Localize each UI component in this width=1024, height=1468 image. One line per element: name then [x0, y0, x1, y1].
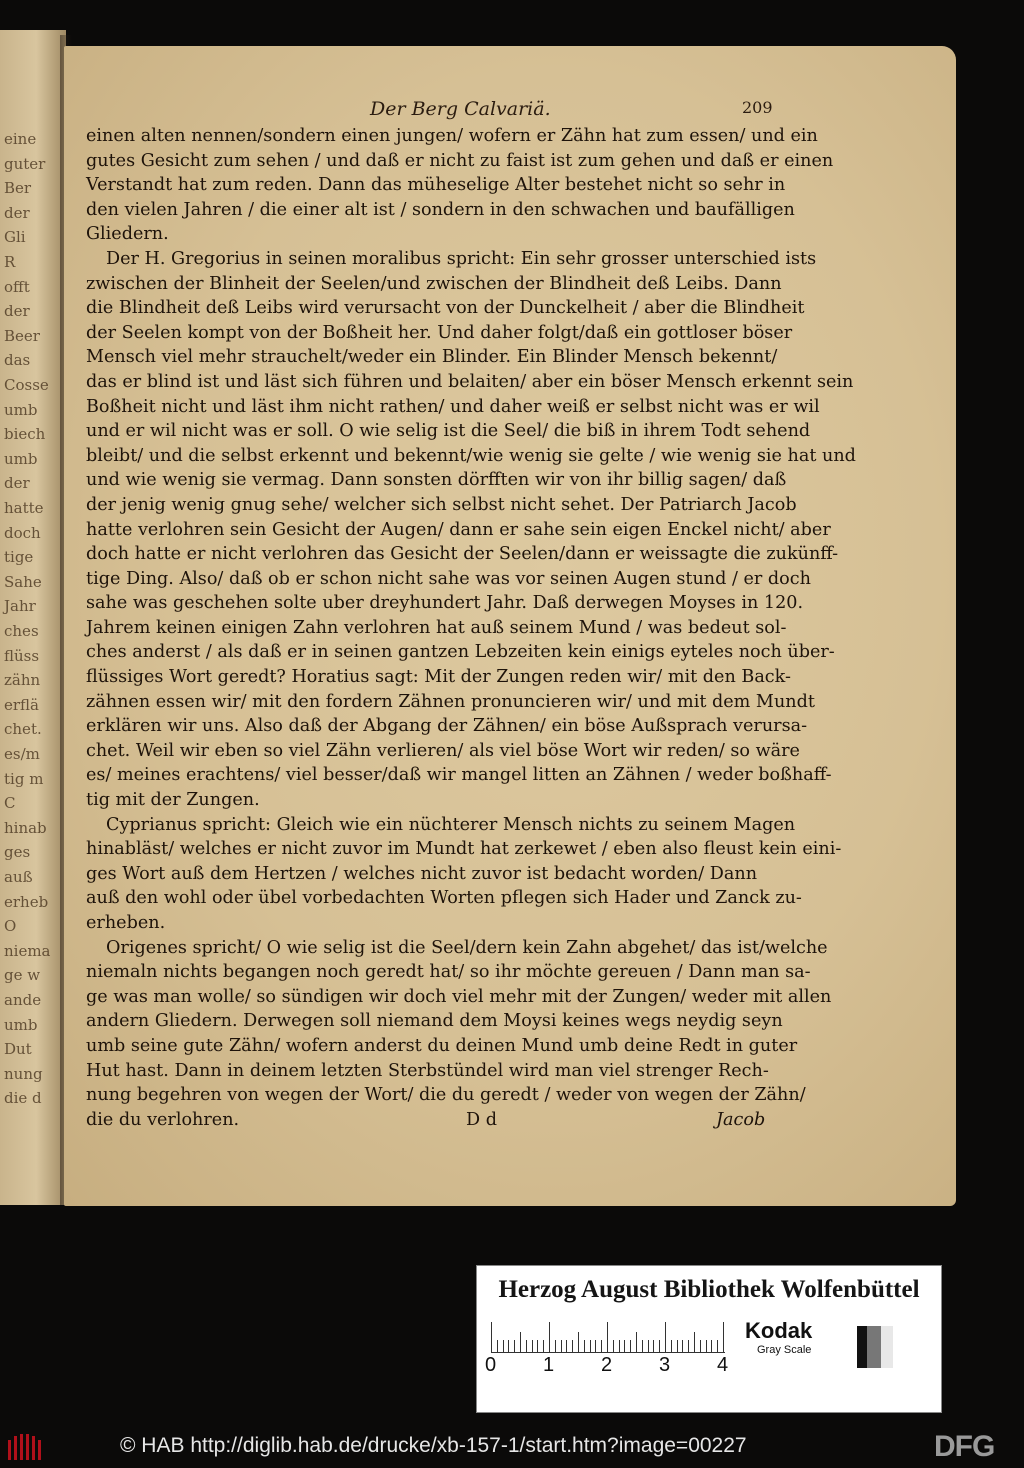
left-facing-page: [0, 30, 66, 1205]
left-page-fragment: Beer: [4, 326, 40, 345]
text-line: erklären wir uns. Also daß der Abgang der Zähnen/ ein böse Außsprach verursa-: [86, 716, 808, 737]
text-line: Hut hast. Dann in deinem letzten Sterbstündel wird man viel strenger Rech-: [86, 1060, 769, 1081]
text-line: den vielen Jahren / die einer alt ist / sondern in den schwachen und baufälligen: [86, 199, 795, 220]
text-line: hinabläst/ welches er nicht zuvor im Mundt hat zerkewet / eben also fleust kein eini-: [86, 839, 842, 860]
left-page-fragment: O: [4, 917, 17, 936]
left-page-fragment: ande: [4, 991, 42, 1009]
text-line: hatte verlohren sein Gesicht der Augen/ dann er sahe sein eigen Enckel nicht/ aber: [86, 519, 831, 540]
text-line: Gliedern.: [86, 224, 169, 245]
left-page-fragment: doch: [4, 523, 41, 542]
left-page-fragment: tige: [4, 548, 34, 567]
left-page-fragment: umb: [4, 449, 38, 468]
ruler-tick: [543, 1340, 544, 1352]
left-page-fragment: hatte: [4, 499, 44, 517]
left-page-fragment: erflä: [4, 695, 39, 714]
left-page-fragment: niema: [4, 941, 51, 960]
ruler-tick: [595, 1340, 596, 1352]
left-page-fragment: R: [4, 253, 16, 271]
left-page-fragment: Ber: [4, 179, 32, 198]
ruler-tick: [717, 1340, 718, 1352]
text-line: tige Ding. Also/ daß ob er schon nicht sahe was vor seinen Augen stund / er doch: [86, 568, 811, 589]
text-line: erheben.: [86, 913, 166, 933]
text-line: Origenes spricht/ O wie selig ist die Seel/dern kein Zahn abgehet/ das ist/welche: [106, 937, 828, 958]
left-page-fragment: der: [4, 302, 30, 321]
text-line: nung begehren von wegen der Wort/ die du geredt / weder von wegen der Zähn/: [86, 1085, 806, 1106]
text-line: Mensch viel mehr strauchelt/weder ein Blinder. Ein Blinder Mensch bekennt/: [86, 347, 778, 368]
ruler-tick: [700, 1340, 701, 1352]
ruler-tick: [514, 1340, 515, 1352]
text-line: die Blindheit deß Leibs wird verursacht von der Dunckelheit / aber die Blindheit: [86, 298, 805, 319]
ruler-tick: [694, 1332, 695, 1352]
text-line: zähnen essen wir/ mit den fordern Zähnen pronuncieren wir/ und mit dem Mundt: [86, 691, 815, 712]
left-page-fragment: die d: [4, 1089, 42, 1108]
left-page-fragment: ge w: [4, 966, 41, 985]
left-page-fragment: guter: [4, 154, 46, 173]
ruler-tick: [561, 1340, 562, 1352]
page-number: 209: [742, 98, 773, 117]
left-page-fragment: es/m: [4, 745, 40, 763]
running-title: Der Berg Calvariä.: [370, 98, 551, 120]
ruler-tick: [497, 1340, 498, 1352]
ruler-tick: [520, 1332, 521, 1352]
text-line: ges Wort auß dem Hertzen / welches nicht zuvor ist bedacht worden/ Dann: [86, 863, 758, 884]
ruler-tick: [601, 1340, 602, 1352]
text-line: Verstandt hat zum reden. Dann das müheselige Alter bestehet nicht so sehr in: [86, 175, 786, 196]
ruler-number: 2: [601, 1354, 613, 1376]
left-page-fragment: Jahr: [4, 597, 36, 616]
left-page-fragment: ges: [4, 843, 31, 862]
ruler-tick: [549, 1322, 550, 1352]
text-line: Der H. Gregorius in seinen moralibus spricht: Ein sehr grosser unterschied ists: [106, 248, 817, 269]
ruler-tick: [503, 1340, 504, 1352]
ruler-tick: [648, 1340, 649, 1352]
ruler-tick: [642, 1340, 643, 1352]
ruler-tick: [537, 1340, 538, 1352]
dfg-logo-icon: DFG: [934, 1430, 995, 1463]
ruler-tick: [584, 1340, 585, 1352]
text-line: Cyprianus spricht: Gleich wie ein nüchterer Mensch nichts zu seinem Magen: [106, 814, 796, 835]
ruler-tick: [590, 1340, 591, 1352]
text-line: Jahrem keinen einigen Zahn verlohren hat auß seinem Mund / was bedeut sol-: [86, 617, 787, 638]
text-line: und er wil nicht was er soll. O wie selig ist die Seel/ die biß in ihrem Todt sehend: [86, 421, 811, 442]
ruler-tick: [526, 1340, 527, 1352]
text-line: einen alten nennen/sondern einen jungen/ wofern er Zähn hat zum essen/ und ein: [86, 126, 818, 146]
ruler-tick: [677, 1340, 678, 1352]
text-line: andern Gliedern. Derwegen soll niemand dem Moysi keines wegs neydig seyn: [86, 1011, 783, 1032]
left-page-fragment: chet.: [4, 720, 42, 739]
ruler-number: 4: [717, 1354, 729, 1376]
ruler-tick: [555, 1340, 556, 1352]
ruler-tick: [508, 1340, 509, 1352]
kodak-brand: Kodak: [745, 1318, 813, 1343]
ruler-tick: [491, 1322, 492, 1352]
ruler-tick: [682, 1340, 683, 1352]
left-page-fragment: erheb: [4, 892, 49, 911]
viewer-footer: [0, 1428, 1024, 1468]
text-line: der Seelen kompt von der Boßheit her. Und daher folgt/daß ein gottloser böser: [86, 322, 793, 343]
ruler-number: 1: [543, 1354, 555, 1376]
ruler-tick: [671, 1340, 672, 1352]
text-line: ge was man wolle/ so sündigen wir doch viel mehr mit der Zungen/ weder mit allen: [86, 986, 832, 1007]
left-page-fragment: nung: [4, 1064, 43, 1083]
ruler-tick: [706, 1340, 707, 1352]
ruler-tick: [566, 1340, 567, 1352]
ruler-tick: [624, 1340, 625, 1352]
ruler-tick: [688, 1340, 689, 1352]
left-page-fragment: flüss: [4, 646, 40, 665]
text-line: flüssiges Wort geredt? Horatius sagt: Mit der Zungen reden wir/ mit den Back-: [86, 667, 791, 688]
ruler-tick: [711, 1340, 712, 1352]
gray-scale-swatches: [847, 1326, 897, 1368]
text-line: gutes Gesicht zum sehen / und daß er nicht zu faist ist zum gehen und daß er einen: [86, 150, 834, 171]
ruler-tick: [572, 1340, 573, 1352]
ruler-tick: [532, 1340, 533, 1352]
left-page-fragment: der: [4, 474, 30, 493]
ruler-tick: [653, 1340, 654, 1352]
ruler-tick: [578, 1332, 579, 1352]
left-page-fragment: Dut: [4, 1040, 32, 1059]
text-line: chet. Weil wir eben so viel Zähn verlieren/ als viel böse Wort wir reden/ so wäre: [86, 740, 800, 761]
catchword: Jacob: [716, 1109, 766, 1130]
text-line: und wie wenig sie vermag. Dann sonsten dörfften wir von ihr billig sagen/ daß: [86, 470, 787, 491]
copyright-link[interactable]: © HAB http://diglib.hab.de/drucke/xb-157-1/start.htm?image=00227: [120, 1434, 747, 1457]
scale-ruler: [491, 1318, 725, 1353]
text-line: das er blind ist und läst sich führen und belaiten/ aber ein böser Mensch erkennt sein: [86, 371, 854, 392]
ruler-number: 0: [485, 1354, 497, 1376]
left-page-fragment: eine: [4, 130, 37, 148]
signature-mark: D d: [466, 1109, 497, 1130]
gray-scale-label: Gray Scale: [757, 1344, 812, 1356]
left-page-fragment: der: [4, 203, 30, 222]
left-page-fragment: tig m: [4, 769, 44, 788]
left-page-fragment: hinab: [4, 818, 47, 837]
ruler-tick: [636, 1332, 637, 1352]
text-line: doch hatte er nicht verlohren das Gesicht der Seelen/dann er weissagte die zukünff-: [86, 544, 839, 565]
ruler-tick: [659, 1340, 660, 1352]
left-page-fragment: Gli: [4, 228, 26, 247]
text-line: Boßheit nicht und läst ihm nicht rathen/ und daher weiß er selbst nicht was er wil: [86, 396, 820, 417]
ruler-tick: [665, 1322, 666, 1352]
left-page-fragment: zähn: [4, 671, 41, 690]
text-line: tig mit der Zungen.: [86, 790, 260, 811]
hab-logo-icon: [8, 1434, 48, 1460]
ruler-tick: [619, 1340, 620, 1352]
ruler-tick: [607, 1322, 608, 1352]
left-page-fragment: umb: [4, 400, 38, 419]
last-line: die du verlohren.: [86, 1109, 240, 1130]
page-footer-row: [86, 1110, 766, 1136]
text-line: sahe was geschehen solte uber dreyhundert Jahr. Daß derwegen Moyses in 120.: [86, 593, 804, 614]
left-page-fragment: Cosse: [4, 376, 49, 394]
left-page-fragment: auß: [4, 868, 33, 886]
left-page-fragment: C: [4, 794, 16, 813]
left-page-fragment: umb: [4, 1015, 38, 1034]
text-line: umb seine gute Zähn/ wofern anderst du deinen Mund umb deine Redt in guter: [86, 1035, 798, 1056]
ruler-tick: [630, 1340, 631, 1352]
text-line: niemaln nichts begangen noch geredt hat/ so ihr möchte gereuen / Dann man sa-: [86, 962, 811, 983]
text-line: bleibt/ und die selbst erkennt und bekennt/wie wenig sie gelte / wie wenig sie hat und: [86, 445, 856, 466]
ruler-tick: [613, 1340, 614, 1352]
body-text: [86, 124, 856, 1136]
left-page-fragment: das: [4, 351, 31, 370]
library-color-card: [476, 1265, 942, 1413]
text-line: der jenig wenig gnug sehe/ welcher sich selbst nicht sehet. Der Patriarch Jacob: [86, 494, 797, 515]
left-page-fragment: offt: [4, 277, 30, 296]
left-page-fragment: Sahe: [4, 572, 42, 591]
left-page-fragment: biech: [4, 425, 46, 444]
text-line: es/ meines erachtens/ viel besser/daß wir mangel litten an Zähnen / weder boßhaff-: [86, 765, 832, 786]
left-page-fragment: ches: [4, 622, 39, 640]
ruler-tick: [723, 1322, 724, 1352]
text-line: auß den wohl oder übel vorbedachten Worten pflegen sich Hader und Zanck zu-: [86, 888, 802, 909]
text-line: zwischen der Blinheit der Seelen/und zwischen der Blindheit deß Leibs. Dann: [86, 273, 782, 294]
library-name: Herzog August Bibliothek Wolfenbüttel: [498, 1276, 920, 1303]
text-line: ches anderst / als daß er in seinen gantzen Lebzeiten kein einigs eyteles noch über-: [86, 642, 835, 663]
ruler-number: 3: [659, 1354, 671, 1376]
